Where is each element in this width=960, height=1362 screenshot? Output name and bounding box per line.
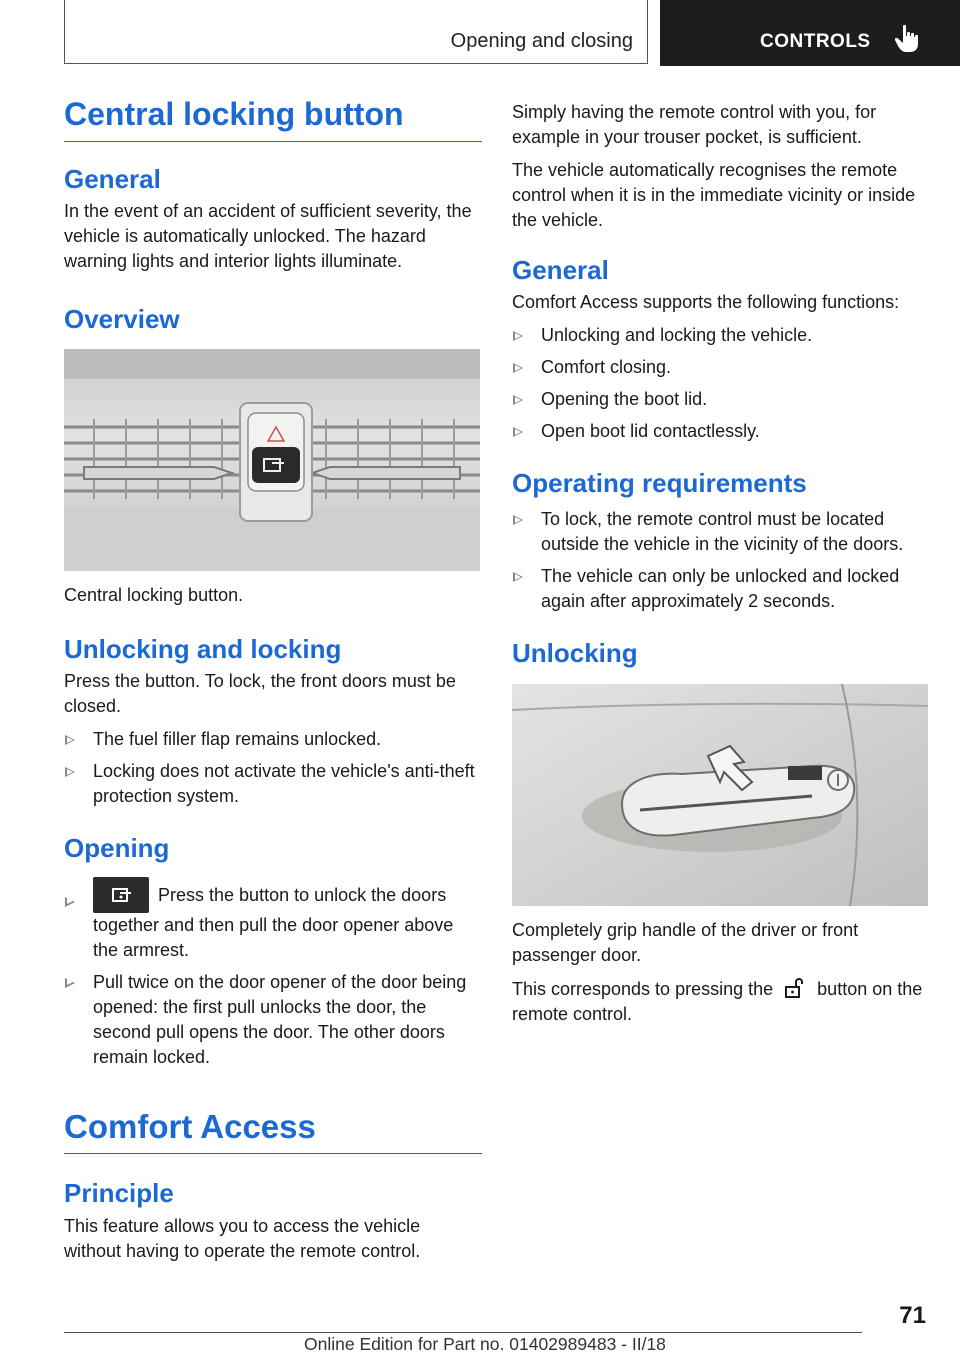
section-label: Opening and closing: [450, 30, 633, 52]
list-item-text: Comfort closing.: [541, 357, 672, 378]
heading-principle: Principle: [64, 1178, 174, 1209]
list-unlocking-and-locking: [64, 727, 482, 809]
triangle-bullet-icon: [513, 331, 523, 341]
section-tab: [64, 0, 648, 64]
list-item: [512, 355, 930, 380]
triangle-bullet-icon: [513, 515, 523, 525]
chapter-tab: [660, 0, 960, 66]
list-item-text: Opening the boot lid.: [541, 389, 708, 410]
footer-edition: Online Edition for Part no. 01402989483 - II/18: [304, 1334, 666, 1354]
heading-overview: Overview: [64, 303, 180, 334]
list-item-text: To lock, the remote control must be located outside the vehicle in the vicinity of the doors.: [541, 509, 904, 555]
central-locking-button-figure: [64, 349, 480, 571]
paragraph-remote-in-pocket: Simply having the remote control with you, for example in your trouser pocket, is sufficient.: [512, 102, 877, 147]
paragraph-corresponds-to-button: [512, 976, 930, 1027]
caption-central-locking-button: Central locking button.: [64, 585, 244, 606]
triangle-bullet-icon: [65, 767, 75, 777]
triangle-bullet-icon: [513, 572, 523, 582]
list-item-text: The vehicle can only be unlocked and locked again after approximately 2 seconds.: [541, 566, 900, 612]
door-unlock-button-icon: [93, 877, 149, 913]
air-vent-illustration: [64, 349, 480, 571]
list-item-text: Open boot lid contactlessly.: [541, 421, 760, 442]
list-item: [512, 564, 930, 614]
left-column: [64, 96, 482, 1264]
heading-operating-requirements: Operating requirements: [512, 468, 807, 499]
door-handle-figure: [512, 684, 928, 906]
chapter-label: CONTROLS: [760, 31, 871, 52]
list-item: [64, 727, 482, 752]
caption-door-handle: Completely grip handle of the driver or front passenger door.: [512, 919, 859, 965]
paragraph-general: In the event of an accident of sufficient severity, the vehicle is automatically unlocked. The hazard warning lights and interior lights illuminate.: [64, 200, 472, 271]
triangle-bullet-icon: [65, 897, 75, 907]
list-operating-requirements: [512, 507, 930, 614]
unlock-icon: [780, 976, 810, 1000]
heading-central-locking-button: Central locking button: [64, 96, 482, 142]
triangle-bullet-icon: [65, 735, 75, 745]
corresponds-text-before: This corresponds to pressing the: [512, 978, 774, 999]
page-number: 71: [899, 1302, 926, 1329]
list-item-text: Locking does not activate the vehicle's anti-theft protection system.: [93, 761, 475, 807]
list-comfort-functions: [512, 323, 930, 444]
heading-general-comfort-access: General: [512, 255, 609, 285]
list-item-text: Unlocking and locking the vehicle.: [541, 325, 813, 346]
heading-comfort-access: Comfort Access: [64, 1108, 482, 1155]
triangle-bullet-icon: [513, 395, 523, 405]
list-item: [512, 507, 930, 557]
paragraph-comfort-functions: Comfort Access supports the following functions:: [512, 292, 900, 313]
triangle-bullet-icon: [513, 427, 523, 437]
heading-opening: Opening: [64, 833, 170, 864]
list-item: [64, 877, 482, 963]
triangle-bullet-icon: [513, 363, 523, 373]
pointing-hand-icon: [894, 24, 920, 54]
paragraph-principle: This feature allows you to access the vehicle without having to operate the remote control.: [64, 1215, 421, 1261]
list-item-text: Pull twice on the door opener of the door being opened: the first pull unlocks the door, the second pull opens the door. The other doors remain locked.: [93, 971, 467, 1067]
footer-divider: [64, 1332, 862, 1333]
heading-unlocking: Unlocking: [512, 638, 638, 669]
corresponds-text-after: button on the remote control.: [512, 978, 923, 1024]
door-handle-illustration: [512, 684, 928, 906]
paragraph-unlocking-and-locking: Press the button. To lock, the front doors must be closed.: [64, 671, 456, 717]
list-opening: [64, 877, 482, 1070]
paragraph-recognises-remote: The vehicle automatically recognises the remote control when it is in the immediate vicinity or inside the vehicle.: [512, 160, 916, 230]
triangle-bullet-icon: [65, 978, 75, 988]
page-header: [64, 0, 960, 66]
heading-unlocking-and-locking: Unlocking and locking: [64, 634, 342, 665]
list-item: [512, 387, 930, 412]
right-column: [512, 100, 930, 1027]
heading-general: General: [64, 163, 161, 194]
list-item: [512, 419, 930, 444]
list-item: [512, 323, 930, 348]
list-item: [64, 759, 482, 809]
list-item-text: The fuel filler flap remains unlocked.: [93, 729, 382, 750]
list-item-text: Press the button to unlock the doors together and then pull the door opener above the armrest.: [93, 884, 454, 960]
list-item: [64, 970, 482, 1070]
